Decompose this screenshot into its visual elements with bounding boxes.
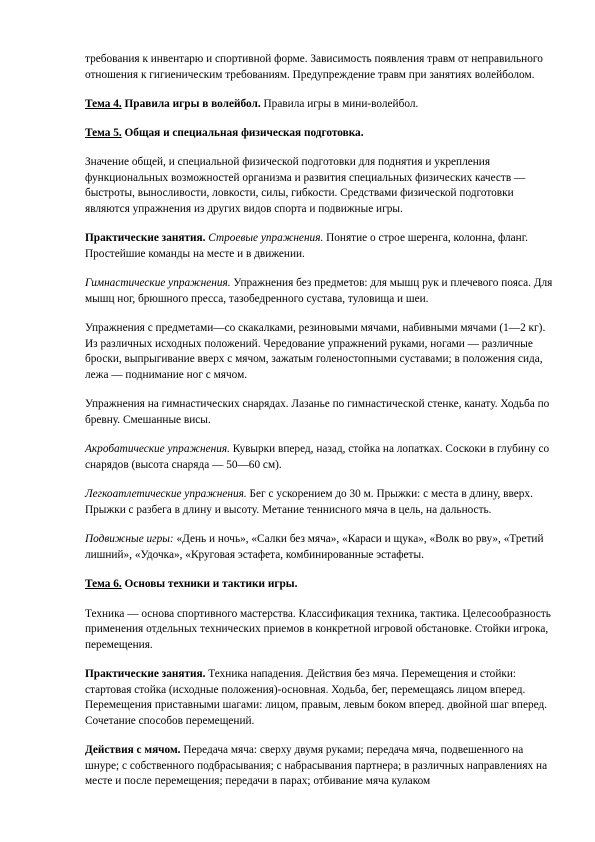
ball-actions-text: Передача мяча: сверху двумя руками; передача мяча, подвешенного на шнуре; с собственного подбрасывания; с набрасывания партнера; в различных направлениях на месте и после перемещения; передачи в парах; отбивание мяча кулаком (85, 744, 548, 787)
objects-paragraph: Упражнения с предметами—со скакалками, резиновыми мячами, набивными мячами (1—2 кг). Из различных исходных положений. Чередование упражнений руками, ногами — различные броски, выпрыгивание вверх с мячом, зажатым голеностопными суставами; в положения сида, лежа — поднимание ног с мячом. (85, 322, 546, 381)
athletics-paragraph (85, 487, 555, 518)
drill-italic: Строевые упражнения. (205, 232, 324, 244)
acrobatics-paragraph (85, 442, 555, 473)
technique-paragraph: Техника — основа спортивного мастерства. Классификация техника, тактика. Целесообразность применения отдельных технических приемов в конкретной игровой обстановке. Стойки игрока, перемещения. (85, 607, 551, 651)
drill-paragraph (85, 231, 555, 262)
topic-5-label: Тема 5. (85, 126, 122, 139)
practice-text: Техника нападения. Действия без мяча. Перемещения и стойки: стартовая стойка (исходные положения)-основная. Ходьба, бег, перемещаясь лицом вперед. Перемещения приставными шагами: лицом, правым, левым боком вперед. двойной шаг вперед. Сочетание способов перемещений. (85, 668, 548, 727)
topic-6-heading (85, 577, 555, 593)
gymnastics-paragraph (85, 276, 555, 307)
practice-paragraph (85, 667, 555, 729)
topic-6-title: Основы техники и тактики игры. (121, 578, 298, 590)
topic-5-heading (85, 126, 555, 142)
ball-actions-bold: Действия с мячом. (85, 744, 181, 756)
ball-actions-paragraph (85, 743, 555, 790)
topic-4-label: Тема 4. (85, 98, 122, 110)
gymnastics-italic: Гимнастические упражнения. (85, 277, 231, 289)
document-page (85, 52, 555, 804)
games-text: «День и ночь», «Салки без мяча», «Караси и щука», «Волк во рву», «Третий лишний», «Удочка», «Круговая эстафета, комбинированные эстафеты. (85, 533, 544, 561)
apparatus-paragraph: Упражнения на гимнастических снарядах. Лазанье по гимнастической стенке, канату. Ходьба по бревну. Смешанные висы. (85, 398, 550, 426)
games-italic: Подвижные игры: (85, 533, 174, 545)
athletics-text: Бег с ускорением до 30 м. Прыжки: с места в длину, вверх. Прыжки с разбега в длину и высоту. Метание теннисного мяча в цель, на дальность. (85, 488, 533, 516)
general-training-paragraph: Значение общей, и специальной физической подготовки для поднятия и укрепления функциональных возможностей организма и развития специальных физических качеств — быстроты, выносливости, ловкости, силы, гибкости. Средствами физической подготовки являются упражнения из других видов спорта и подвижные игры. (85, 156, 526, 215)
topic-4-rest: Правила игры в мини-волейбол. (260, 98, 419, 110)
acrobatics-italic: Акробатические упражнения. (85, 443, 230, 455)
drill-text: Понятие о строе шеренга, колонна, фланг. Простейшие команды на месте и в движении. (85, 232, 528, 260)
practice-bold: Практические занятия. (85, 668, 206, 680)
gymnastics-text: Упражнения без предметов: для мышц рук и плечевого пояса. Для мышц ног, брюшного пресса, тазобедренного сустава, туловища и шеи. (85, 277, 553, 305)
intro-paragraph: требования к инвентарю и спортивной форме. Зависимость появления травм от неправильного отношения к гигиеническим требованиям. Предупреждение травм при занятиях волейболом. (85, 53, 543, 81)
topic-6-label: Тема 6. (85, 578, 122, 590)
acrobatics-text: Кувырки вперед, назад, стойка на лопатках. Соскоки в глубину со снарядов (высота снаряда — 50—60 см). (85, 443, 550, 471)
topic-4-title: Правила игры в волейбол. (121, 98, 261, 110)
topic-5-title: Общая и специальная физическая подготовка. (121, 126, 364, 139)
drill-bold: Практические занятия. (85, 232, 206, 244)
games-paragraph (85, 532, 555, 563)
topic-4-heading (85, 97, 555, 113)
athletics-italic: Легкоатлетические упражнения. (85, 488, 247, 500)
